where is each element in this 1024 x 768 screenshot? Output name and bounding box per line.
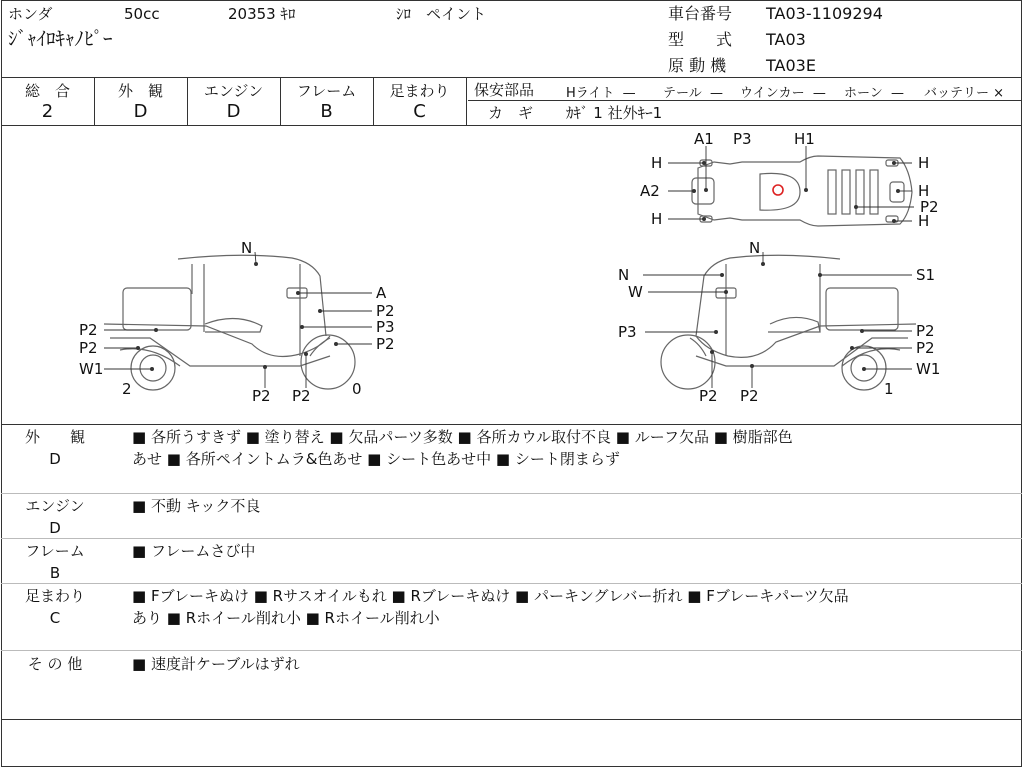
section-frame-comments xyxy=(132,540,1017,562)
comment-line: あせ ■ 各所ペイントムラ&色あせ ■ シート色あせ中 ■ シート閉まらず xyxy=(132,450,620,468)
safety-item-headlight: Hライト — xyxy=(566,86,636,101)
safety-item-winker: ウインカー — xyxy=(740,86,826,101)
divider xyxy=(1,719,1022,720)
label-top-h1: H1 xyxy=(794,130,815,148)
label-left-p3: P3 xyxy=(376,318,395,336)
engine-model: TA03E xyxy=(766,56,816,75)
label-left-front-tire: 0 xyxy=(352,380,362,398)
scooter-left-view xyxy=(104,255,355,390)
key-value: ｶｷﾞ 1 社外ｷｰ1 xyxy=(566,104,663,122)
divider xyxy=(1,650,1022,651)
grade-total-label: 総 合 xyxy=(24,82,70,100)
label-right-p2-1: P2 xyxy=(916,322,935,340)
frame-no: TA03-1109294 xyxy=(766,4,883,23)
grade-frame-label: フレーム xyxy=(296,82,357,100)
divider xyxy=(466,77,467,125)
damage-diagram xyxy=(0,126,1022,424)
comment-line: ■ フレームさび中 xyxy=(132,542,256,560)
section-suspension-label: 足まわり xyxy=(24,587,85,605)
frame-no-label: 車台番号 xyxy=(668,4,733,23)
type-label: 型 式 xyxy=(668,30,733,49)
label-right-n-1: N xyxy=(749,239,761,257)
grade-suspension-value: C xyxy=(413,101,426,122)
divider xyxy=(1,538,1022,539)
comment-line: ■ 不動 キック不良 xyxy=(132,497,261,515)
label-right-w1: W1 xyxy=(916,360,941,378)
section-frame xyxy=(10,540,100,584)
section-engine-label: エンジン xyxy=(25,497,85,515)
label-top-p2: P2 xyxy=(920,198,939,216)
section-suspension-grade: C xyxy=(49,609,61,627)
grade-engine-label: エンジン xyxy=(203,82,264,100)
grade-exterior-label: 外 観 xyxy=(117,82,163,100)
label-top-h-2: H xyxy=(651,210,663,228)
label-right-p3: P3 xyxy=(618,323,637,341)
label-left-p2-1: P2 xyxy=(376,302,395,320)
grade-frame-value: B xyxy=(320,101,333,122)
comment-line: ■ 速度計ケーブルはずれ xyxy=(132,655,300,673)
model-name: ｼﾞｬｲﾛｷｬﾉﾋﾟｰ xyxy=(8,28,113,50)
key-label: カ ギ xyxy=(488,104,534,122)
safety-item-tail: テール — xyxy=(663,86,724,101)
label-right-n-2: N xyxy=(618,266,630,284)
scooter-top-view xyxy=(692,156,912,226)
label-top-a1: A1 xyxy=(694,130,714,148)
section-other xyxy=(10,653,100,675)
divider xyxy=(1,424,1022,425)
comment-line: ■ 各所うすきず ■ 塗り替え ■ 欠品パーツ多数 ■ 各所カウル取付不良 ■ ルーフ欠品 ■ 樹脂部色 xyxy=(132,428,793,446)
section-engine-comments xyxy=(132,495,1017,517)
safety-label: 保安部品 xyxy=(474,81,535,99)
comment-line: あり ■ Rホイール削れ小 ■ Rホイール削れ小 xyxy=(132,609,440,627)
label-top-h-4: H xyxy=(918,182,930,200)
grade-suspension-label: 足まわり xyxy=(389,82,450,100)
label-left-rear-tire: 2 xyxy=(122,380,132,398)
engine-model-label: 原 動 機 xyxy=(668,56,727,75)
label-left-p2-3: P2 xyxy=(79,321,98,339)
label-top-h-1: H xyxy=(651,154,663,172)
label-top-h-5: H xyxy=(918,212,930,230)
comment-line: ■ Fブレーキぬけ ■ Rサスオイルもれ ■ Rブレーキぬけ ■ パーキングレバー折れ ■ Fブレーキパーツ欠品 xyxy=(132,587,849,605)
label-top-h-3: H xyxy=(918,154,930,172)
divider xyxy=(1,77,1022,78)
section-other-comments xyxy=(132,653,1017,675)
section-suspension xyxy=(10,585,100,629)
section-exterior xyxy=(10,426,100,470)
grade-engine-value: D xyxy=(226,101,241,122)
type-value: TA03 xyxy=(766,30,806,49)
label-right-p2-4: P2 xyxy=(740,387,759,405)
label-right-p2-2: P2 xyxy=(916,339,935,357)
damage-mark-icon xyxy=(773,185,783,195)
label-right-s1: S1 xyxy=(916,266,936,284)
label-left-p2-5: P2 xyxy=(252,387,271,405)
section-exterior-comments xyxy=(132,426,1017,470)
section-exterior-grade: D xyxy=(49,450,61,468)
section-engine-grade: D xyxy=(49,519,61,537)
section-exterior-label: 外 観 xyxy=(24,428,85,446)
engine-cc: 50cc xyxy=(124,5,160,23)
label-left-w1: W1 xyxy=(79,360,104,378)
label-top-a2: A2 xyxy=(640,182,660,200)
label-left-p2-4: P2 xyxy=(79,339,98,357)
label-left-a: A xyxy=(376,284,387,302)
label-left-p2-6: P2 xyxy=(292,387,311,405)
section-suspension-comments xyxy=(132,585,1017,629)
section-engine xyxy=(10,495,100,539)
label-right-tire: 1 xyxy=(884,380,894,398)
divider xyxy=(1,493,1022,494)
section-frame-grade: B xyxy=(49,564,61,582)
label-right-w: W xyxy=(628,283,643,301)
mileage: 20353 ｷﾛ xyxy=(228,5,296,23)
section-other-label: そ の 他 xyxy=(27,655,83,673)
label-left-n: N xyxy=(241,239,253,257)
grade-total-value: 2 xyxy=(41,101,54,122)
maker: ホンダ xyxy=(8,5,53,23)
label-top-p3: P3 xyxy=(733,130,752,148)
safety-item-horn: ホーン — xyxy=(844,86,905,101)
section-frame-label: フレーム xyxy=(25,542,85,560)
grade-exterior-value: D xyxy=(133,101,148,122)
safety-item-battery: バッテリー × xyxy=(924,86,1005,101)
divider xyxy=(1,583,1022,584)
color: ｼﾛ ペイント xyxy=(396,5,487,23)
label-right-p2-3: P2 xyxy=(699,387,718,405)
label-left-p2-2: P2 xyxy=(376,335,395,353)
